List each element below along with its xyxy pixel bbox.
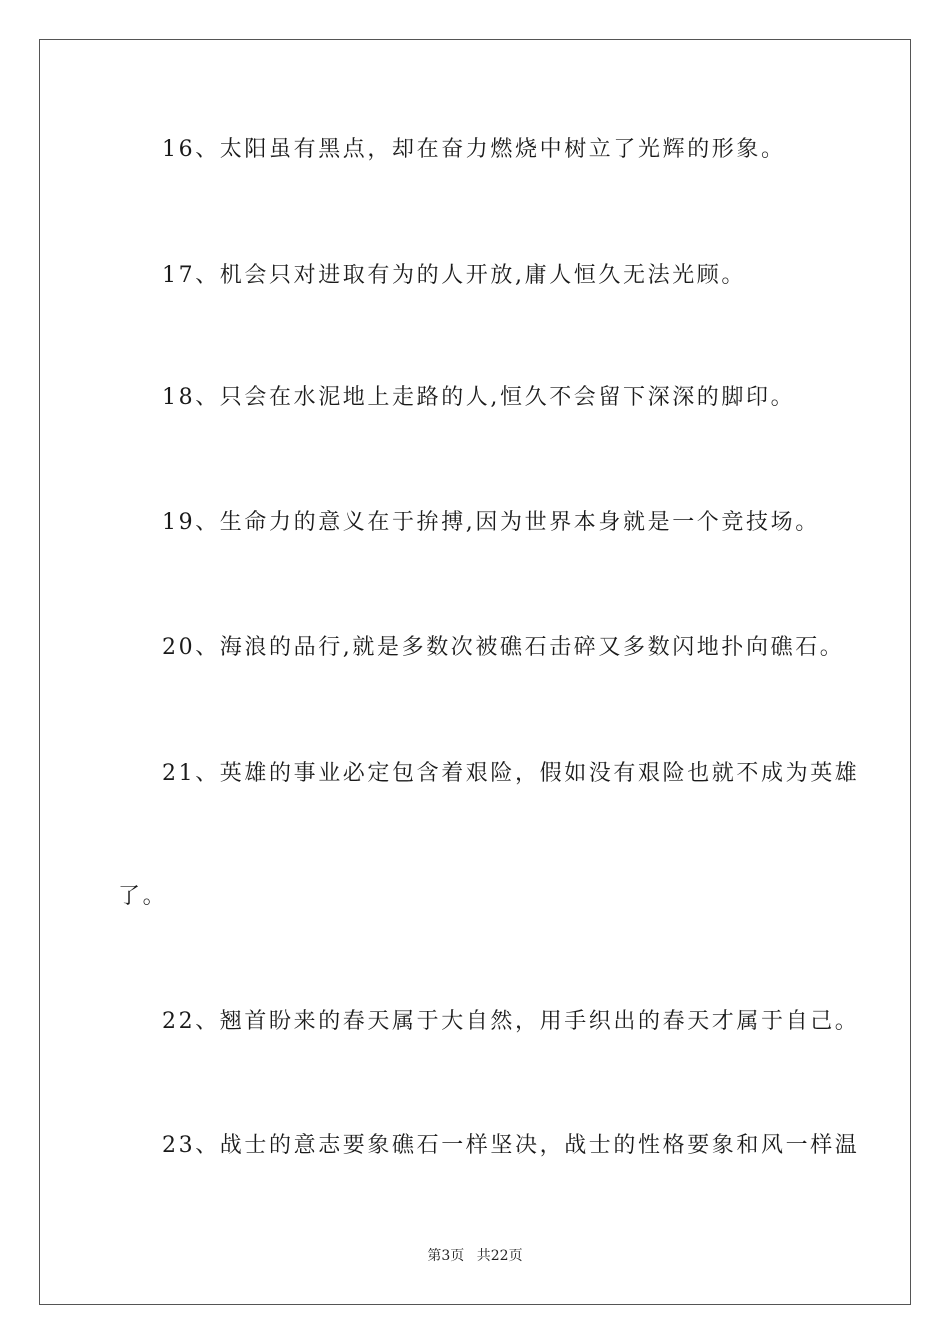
paragraph-22: 22、翘首盼来的春天属于大自然，用手织出的春天才属于自己。 <box>162 1009 860 1034</box>
paragraph-19: 19、生命力的意义在于拚搏,因为世界本身就是一个竞技场。 <box>162 510 820 535</box>
paragraph-20: 20、海浪的品行,就是多数次被礁石击碎又多数闪地扑向礁石。 <box>162 635 845 660</box>
paragraph-16: 16、太阳虽有黑点，却在奋力燃烧中树立了光辉的形象。 <box>162 137 786 162</box>
paragraph-21-continued: 了。 <box>118 884 168 909</box>
paragraph-21: 21、英雄的事业必定包含着艰险，假如没有艰险也就不成为英雄 <box>162 761 860 786</box>
page-total: 共22页 <box>476 1248 523 1264</box>
page-footer <box>0 1246 950 1266</box>
paragraph-18: 18、只会在水泥地上走路的人,恒久不会留下深深的脚印。 <box>162 385 796 410</box>
page-border <box>39 39 911 1305</box>
paragraph-17: 17、机会只对进取有为的人开放,庸人恒久无法光顾。 <box>162 263 746 288</box>
page-number: 第3页 <box>427 1248 465 1264</box>
paragraph-23: 23、战士的意志要象礁石一样坚决，战士的性格要象和风一样温 <box>162 1133 860 1158</box>
